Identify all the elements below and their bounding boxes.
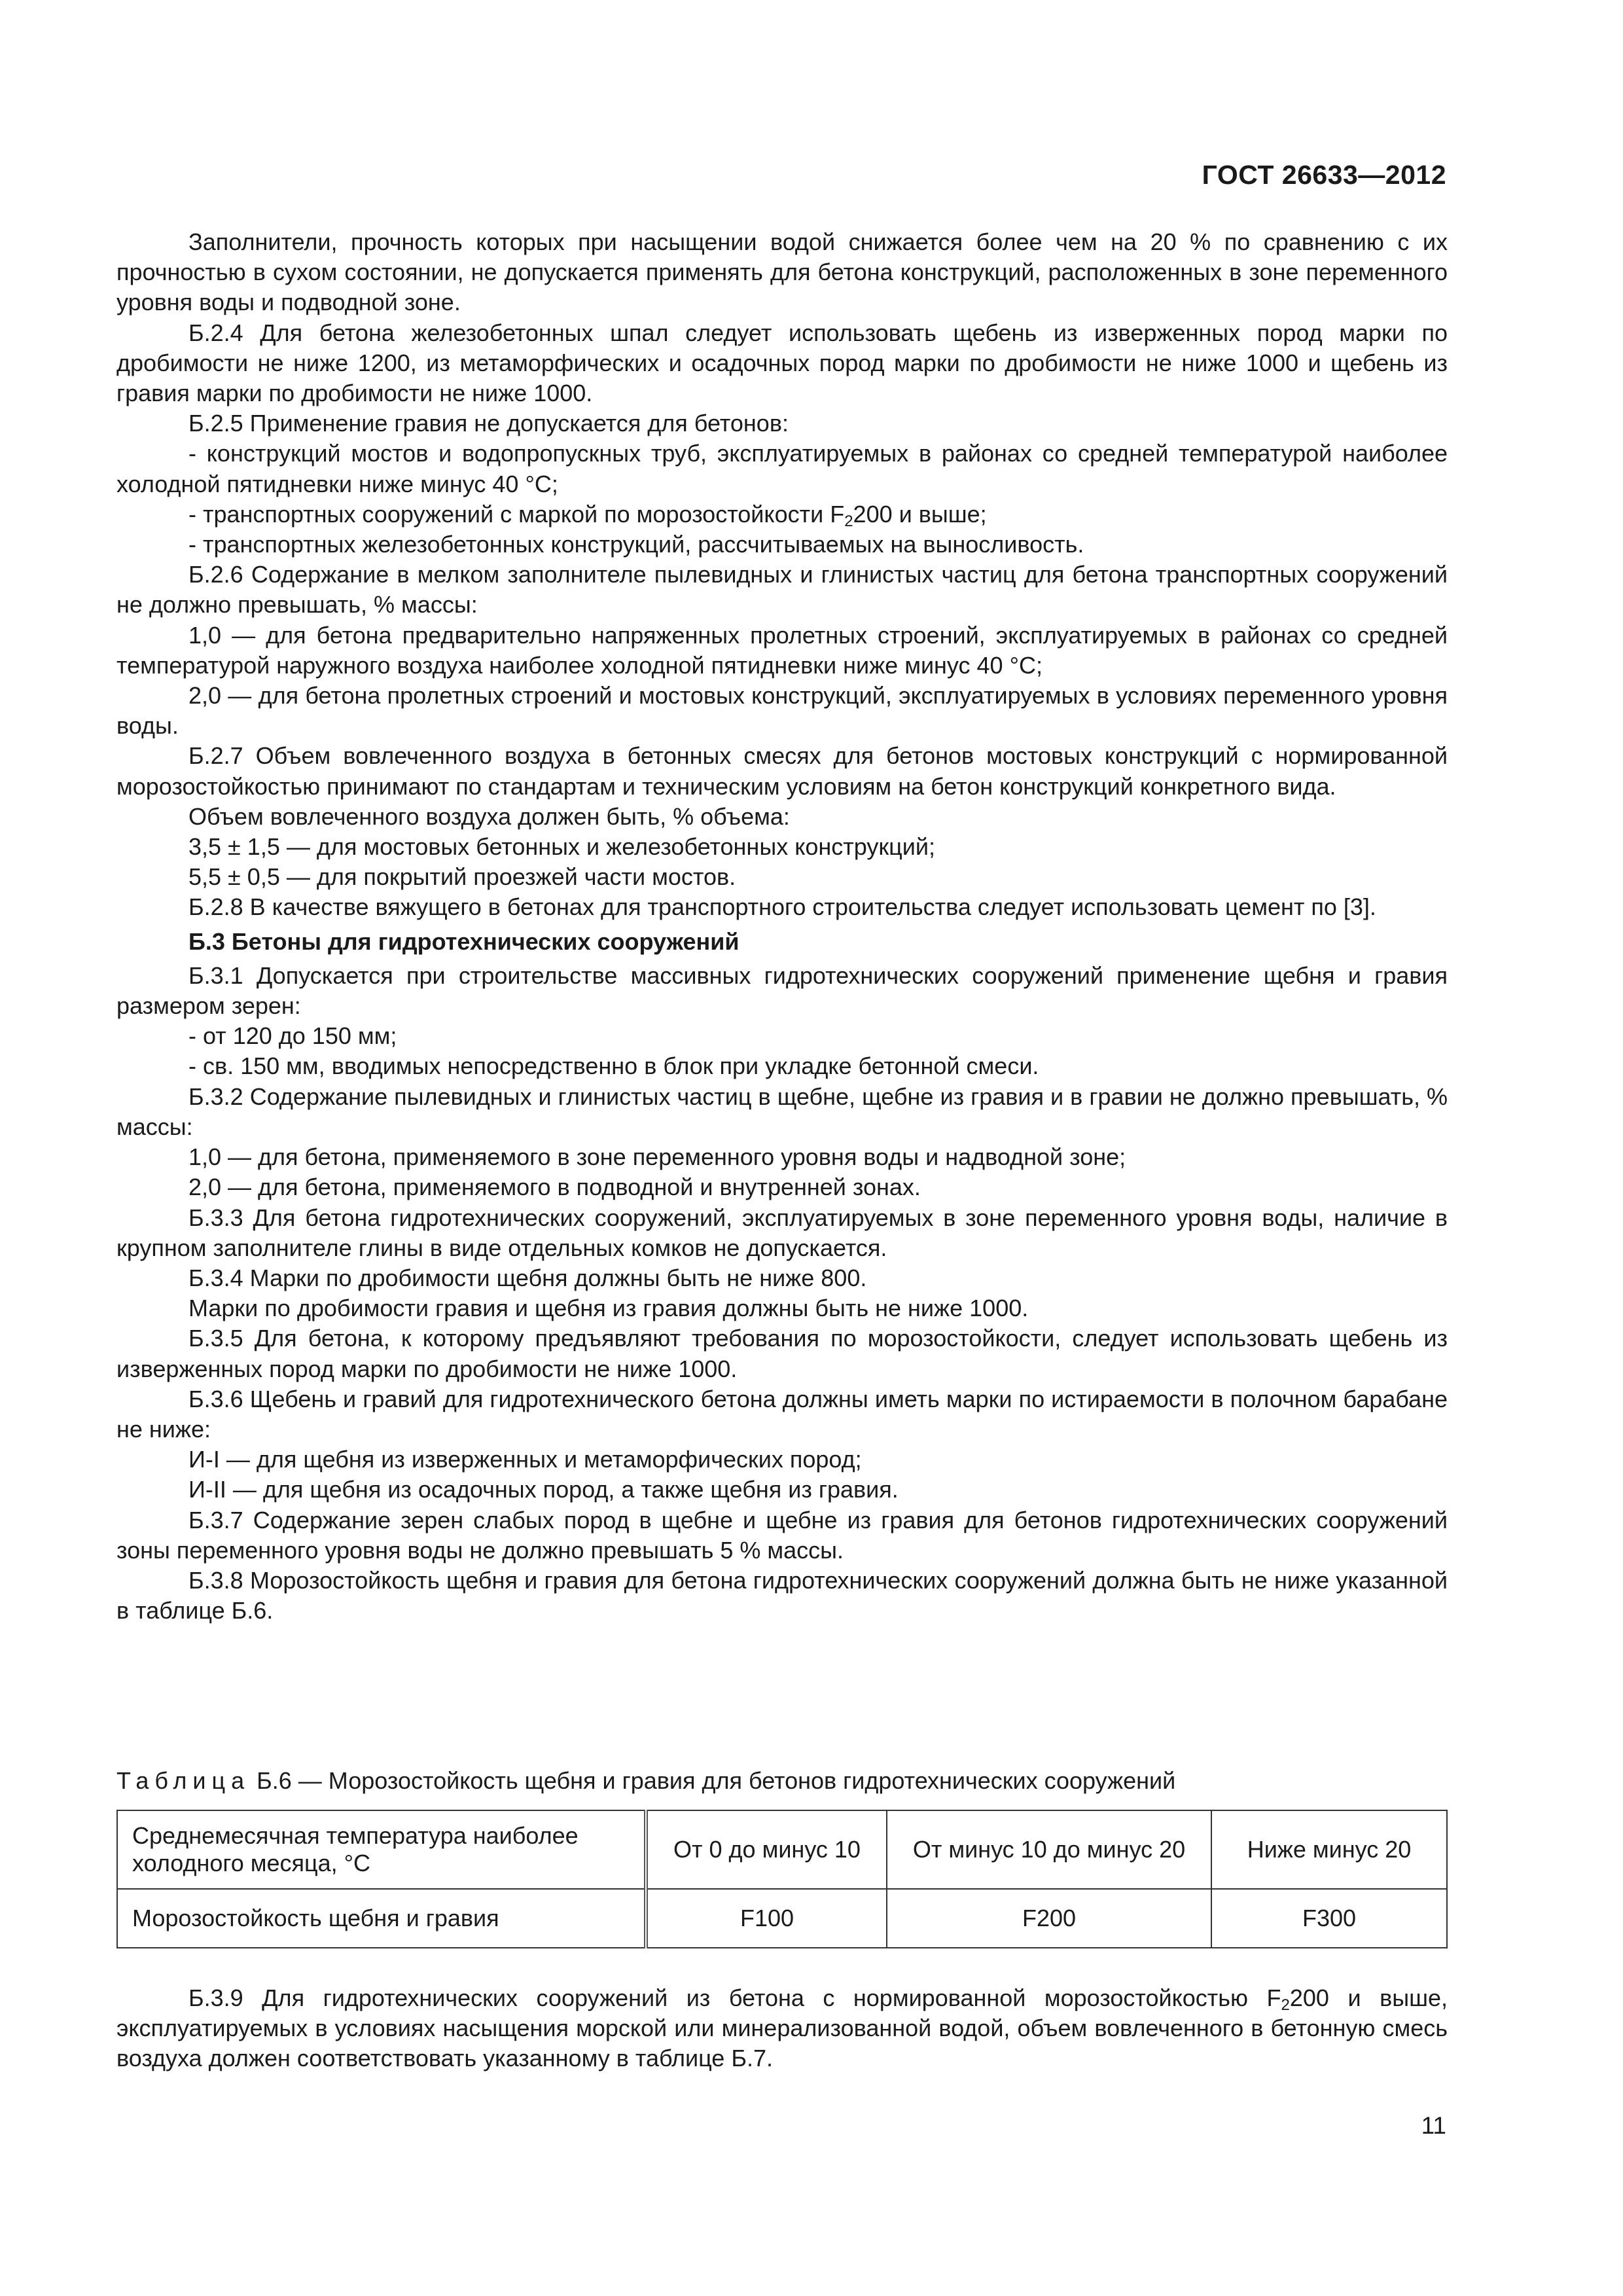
subscript: 2 xyxy=(844,512,853,530)
text-fragment: 200 и выше; xyxy=(853,500,987,528)
section-heading: Б.3 Бетоны для гидротехнических сооружений xyxy=(188,927,740,955)
table-caption-word: Таблица xyxy=(116,1767,251,1794)
paragraph: Б.3.7 Содержание зерен слабых пород в щебне и щебне из гравия для бетонов гидротехнических сооружений зоны переменного уровня воды не должно превышать 5 % массы. xyxy=(116,1506,1448,1564)
paragraph: И-II — для щебня из осадочных пород, а также щебня из гравия. xyxy=(188,1476,899,1503)
table-cell: От минус 10 до минус 20 xyxy=(887,1810,1211,1889)
table-cell: Ниже минус 20 xyxy=(1211,1810,1447,1889)
paragraph: - от 120 до 150 мм; xyxy=(188,1022,397,1050)
paragraph: Объем вовлеченного воздуха должен быть, % объема: xyxy=(188,802,790,830)
paragraph: - транспортных железобетонных конструкций, рассчитываемых на выносливость. xyxy=(188,531,1084,558)
paragraph: 2,0 — для бетона, применяемого в подводной и внутренней зонах. xyxy=(188,1174,921,1201)
body-text xyxy=(116,227,1448,1626)
paragraph: 5,5 ± 0,5 — для покрытий проезжей части мостов. xyxy=(188,863,736,891)
paragraph: Б.3.2 Содержание пылевидных и глинистых частиц в щебне, щебне из гравия и в гравии не должно превышать, % массы: xyxy=(116,1083,1448,1140)
paragraph: Б.2.4 Для бетона железобетонных шпал следует использовать щебень из изверженных пород марки по дробимости не ниже 1200, из метаморфических и осадочных пород марки по дробимости не ниже 1000 и щебень из гравия марки по дробимости не ниже 1000. xyxy=(116,319,1448,407)
paragraph xyxy=(116,1983,1448,2074)
frost-resistance-table xyxy=(116,1810,1448,1948)
table-caption xyxy=(116,1767,1175,1795)
paragraph: Заполнители, прочность которых при насыщении водой снижается более чем на 20 % по сравнению с их прочностью в сухом состоянии, не допускается применять для бетона конструкций, расположенных в зоне переменного уровня воды и подводной зоне. xyxy=(116,228,1448,316)
table-cell: Морозостойкость щебня и гравия xyxy=(117,1889,646,1948)
text-fragment: Б.3.9 Для гидротехнических сооружений из бетона с нормированной морозостойкостью F xyxy=(188,1984,1281,2011)
paragraph: 1,0 — для бетона предварительно напряженных пролетных строений, эксплуатируемых в районах со средней температурой наружного воздуха наиболее холодной пятидневки ниже минус 40 °С; xyxy=(116,621,1448,679)
paragraph: И-I — для щебня из изверженных и метаморфических пород; xyxy=(188,1446,862,1473)
table-cell: F100 xyxy=(646,1889,887,1948)
paragraph: 1,0 — для бетона, применяемого в зоне переменного уровня воды и надводной зоне; xyxy=(188,1143,1126,1171)
subscript: 2 xyxy=(1281,1996,1290,2014)
table-caption-title: Б.6 — Морозостойкость щебня и гравия для бетонов гидротехнических сооружений xyxy=(250,1767,1176,1794)
table-cell: F200 xyxy=(887,1889,1211,1948)
paragraph: Б.3.4 Марки по дробимости щебня должны быть не ниже 800. xyxy=(188,1264,867,1291)
paragraph: Б.2.8 В качестве вяжущего в бетонах для транспортного строительства следует использовать цемент по [3]. xyxy=(188,893,1376,921)
paragraph: Б.3.5 Для бетона, к которому предъявляют требования по морозостойкости, следует использовать щебень из изверженных пород марки по дробимости не ниже 1000. xyxy=(116,1325,1448,1382)
paragraph: Б.2.7 Объем вовлеченного воздуха в бетонных смесях для бетонов мостовых конструкций с нормированной морозостойкостью принимают по стандартам и техническим условиям на бетон конструкций конкретного вида. xyxy=(116,742,1448,800)
paragraph: Б.3.1 Допускается при строительстве массивных гидротехнических сооружений применение щебня и гравия размером зерен: xyxy=(116,961,1448,1020)
page-number: 11 xyxy=(1421,2112,1446,2139)
paragraph: Марки по дробимости гравия и щебня из гравия должны быть не ниже 1000. xyxy=(188,1295,1029,1322)
paragraph: Б.2.6 Содержание в мелком заполнителе пылевидных и глинистых частиц для бетона транспортных сооружений не должно превышать, % массы: xyxy=(116,561,1448,619)
table-cell: Среднемесячная температура наиболее холодного месяца, °С xyxy=(117,1810,646,1889)
paragraph: Б.3.8 Морозостойкость щебня и гравия для бетона гидротехнических сооружений должна быть не ниже указанной в таблице Б.6. xyxy=(116,1566,1448,1624)
standard-header: ГОСТ 26633—2012 xyxy=(1202,160,1446,190)
text-fragment: 200 и выше, эксплуатируемых в условиях насыщения морской или минерализованной водой, объем вовлеченного в бетонную смесь воздуха должен соответствовать указанному в таблице Б.7. xyxy=(116,1984,1448,2072)
table-cell: От 0 до минус 10 xyxy=(646,1810,887,1889)
paragraph: - св. 150 мм, вводимых непосредственно в блок при укладке бетонной смеси. xyxy=(188,1052,1039,1080)
paragraph: Б.2.5 Применение гравия не допускается для бетонов: xyxy=(188,410,789,437)
table-row xyxy=(117,1889,1447,1948)
paragraph: 2,0 — для бетона пролетных строений и мостовых конструкций, эксплуатируемых в условиях переменного уровня воды. xyxy=(116,682,1448,740)
paragraph: Б.3.3 Для бетона гидротехнических сооружений, эксплуатируемых в зоне переменного уровня воды, наличие в крупном заполнителе глины в виде отдельных комков не допускается. xyxy=(116,1204,1448,1261)
table-header-row xyxy=(117,1810,1447,1889)
paragraph xyxy=(116,499,1448,529)
table-cell: F300 xyxy=(1211,1889,1447,1948)
paragraph: - конструкций мостов и водопропускных труб, эксплуатируемых в районах со средней температурой наиболее холодной пятидневки ниже минус 40 °С; xyxy=(116,440,1448,497)
post-table-text xyxy=(116,1983,1448,2074)
paragraph: 3,5 ± 1,5 — для мостовых бетонных и железобетонных конструкций; xyxy=(188,833,935,861)
text-fragment: - транспортных сооружений с маркой по морозостойкости F xyxy=(188,500,845,528)
paragraph: Б.3.6 Щебень и гравий для гидротехнического бетона должны иметь марки по истираемости в полочном барабане не ниже: xyxy=(116,1385,1448,1443)
